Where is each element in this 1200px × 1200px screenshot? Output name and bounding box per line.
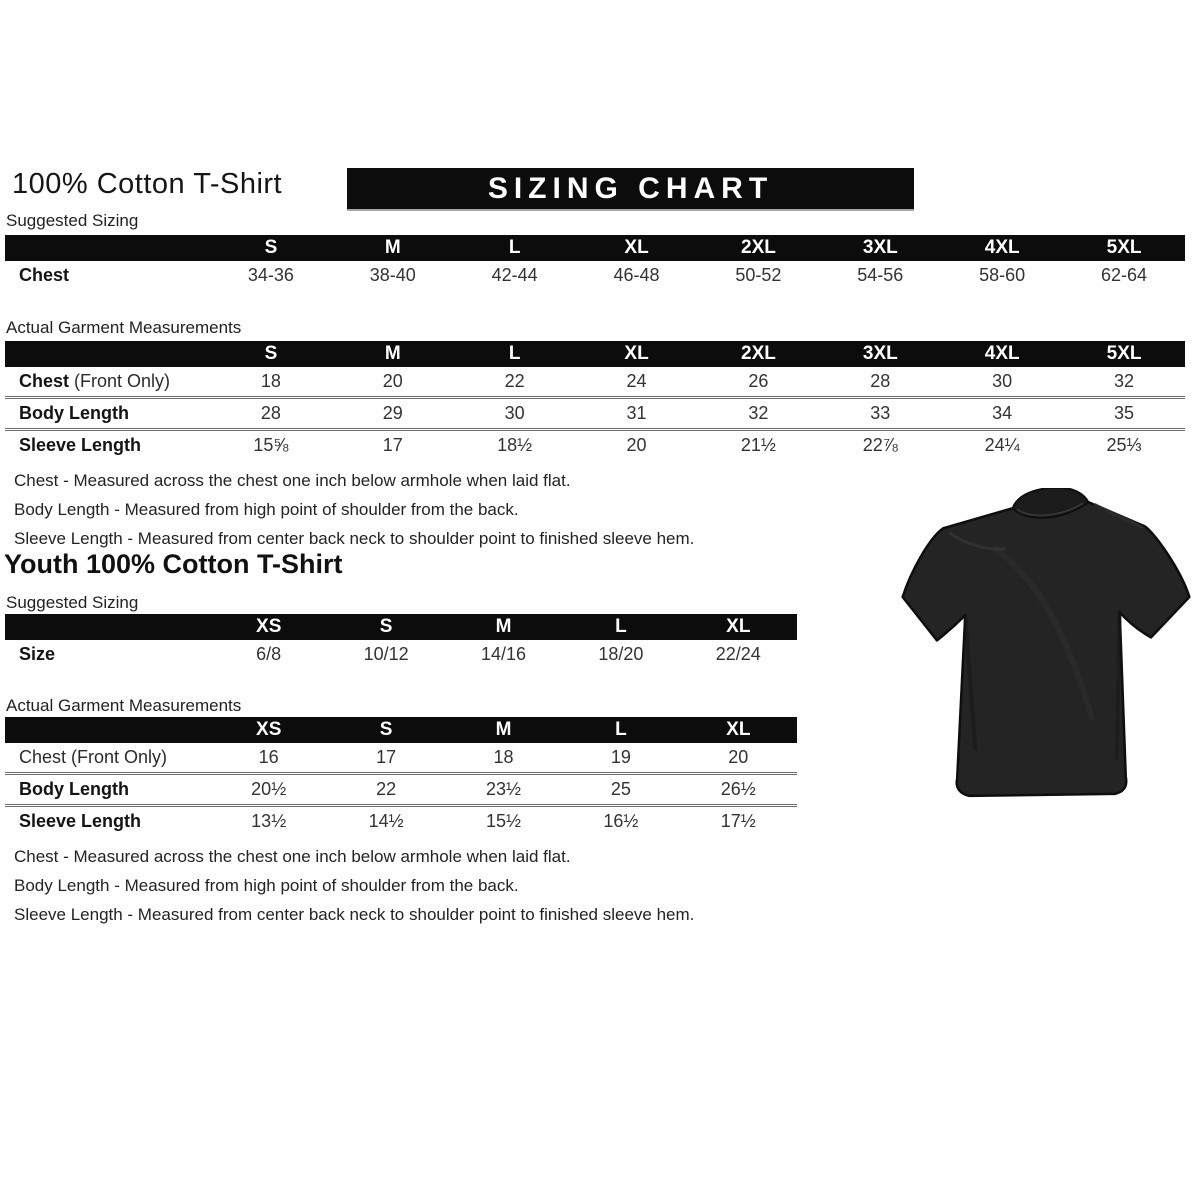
size-column-header: 3XL <box>862 237 898 258</box>
table-row-sleeve-length <box>5 428 1185 460</box>
row-label <box>5 403 210 424</box>
size-value-cell: 16½ <box>603 811 639 831</box>
sizing-chart-banner-text: SIZING CHART <box>487 171 774 205</box>
size-value-cell: 25 <box>610 779 631 799</box>
table-row-sleeve-length <box>5 804 797 836</box>
sizing-chart-banner <box>347 168 914 209</box>
size-value-cell: 62-64 <box>1101 265 1148 285</box>
size-value-cell: 38-40 <box>369 265 416 285</box>
size-value-cell: 17 <box>376 747 397 767</box>
size-column-header: M <box>495 719 512 740</box>
size-value-cell: 6/8 <box>256 644 282 664</box>
size-value-cell: 30 <box>504 403 525 423</box>
size-value-cell: 28 <box>870 371 891 391</box>
measurement-note: Sleeve Length - Measured from center back neck to shoulder point to finished sleeve hem. <box>14 529 695 548</box>
size-value-cell: 28 <box>260 403 281 423</box>
size-value-cell: 25⅓ <box>1106 435 1142 455</box>
row-label-bold: Chest <box>19 265 70 285</box>
size-value-cell: 42-44 <box>491 265 538 285</box>
size-column-header: 5XL <box>1106 237 1142 258</box>
size-value-cell: 22 <box>376 779 397 799</box>
size-value-cell: 50-52 <box>735 265 782 285</box>
row-label <box>5 644 210 665</box>
youth-section-title: Youth 100% Cotton T-Shirt <box>4 549 343 579</box>
youth-actual-table <box>5 717 797 836</box>
size-value-cell: 26½ <box>720 779 756 799</box>
size-column-header: L <box>615 616 627 637</box>
row-label-suffix: Chest (Front Only) <box>19 747 168 767</box>
tshirt-image <box>893 488 1199 806</box>
row-label <box>5 779 210 800</box>
size-column-header: M <box>495 616 512 637</box>
size-value-cell: 46-48 <box>613 265 660 285</box>
size-value-cell: 16 <box>258 747 279 767</box>
size-value-cell: 26 <box>748 371 769 391</box>
size-value-cell: 22/24 <box>715 644 761 664</box>
row-label-suffix: (Front Only) <box>69 371 171 391</box>
table-row-chest-front-only <box>5 367 1185 396</box>
measurement-note: Chest - Measured across the chest one inch below armhole when laid flat. <box>14 471 571 490</box>
row-label <box>5 747 210 768</box>
row-label-bold: Chest <box>19 371 70 391</box>
row-label-bold: Sleeve Length <box>19 811 142 831</box>
size-column-header: L <box>615 719 627 740</box>
table-row-chest-front-only <box>5 743 797 772</box>
size-column-header: XL <box>624 343 649 364</box>
measurement-note: Chest - Measured across the chest one inch below armhole when laid flat. <box>14 847 571 866</box>
size-value-cell: 54-56 <box>857 265 904 285</box>
size-value-cell: 22⅞ <box>862 435 898 455</box>
size-value-cell: 18 <box>493 747 514 767</box>
adult-actual-table <box>5 341 1185 460</box>
size-value-cell: 20½ <box>251 779 287 799</box>
size-value-cell: 32 <box>1114 371 1135 391</box>
size-column-header: L <box>508 343 521 364</box>
size-value-cell: 23½ <box>485 779 522 799</box>
size-value-cell: 35 <box>1114 403 1135 423</box>
row-label-bold: Sleeve Length <box>19 435 142 455</box>
size-column-header: M <box>384 237 401 258</box>
youth-suggested-header-row <box>5 614 797 640</box>
size-value-cell: 14/16 <box>480 644 527 664</box>
size-value-cell: 17 <box>382 435 403 455</box>
size-column-header: XL <box>624 237 649 258</box>
size-value-cell: 10/12 <box>363 644 409 664</box>
size-value-cell: 58-60 <box>979 265 1026 285</box>
size-value-cell: 19 <box>610 747 631 767</box>
page-title: 100% Cotton T-Shirt <box>12 168 283 200</box>
size-column-header: M <box>384 343 401 364</box>
size-value-cell: 17½ <box>720 811 756 831</box>
youth-measurement-notes <box>14 842 694 929</box>
measurement-note: Body Length - Measured from high point of shoulder from the back. <box>14 876 519 895</box>
size-column-header: S <box>264 343 278 364</box>
size-column-header: S <box>379 719 393 740</box>
size-value-cell: 21½ <box>740 435 776 455</box>
row-label <box>5 811 210 832</box>
size-value-cell: 30 <box>992 371 1013 391</box>
size-value-cell: 13½ <box>251 811 287 831</box>
size-value-cell: 15½ <box>485 811 522 831</box>
size-value-cell: 34 <box>992 403 1013 423</box>
youth-actual-measurements-label: Actual Garment Measurements <box>6 696 242 715</box>
adult-suggested-header-row <box>5 235 1185 261</box>
youth-actual-header-row <box>5 717 797 743</box>
size-column-header: 4XL <box>984 343 1020 364</box>
size-column-header: 4XL <box>984 237 1020 258</box>
size-column-header: XL <box>726 719 751 740</box>
size-column-header: L <box>508 237 521 258</box>
size-value-cell: 31 <box>626 403 647 423</box>
adult-suggested-sizing-label: Suggested Sizing <box>6 211 139 230</box>
size-column-header: 3XL <box>862 343 898 364</box>
size-column-header: XS <box>256 616 282 637</box>
size-value-cell: 20 <box>728 747 749 767</box>
row-label-bold: Size <box>19 644 56 664</box>
table-row-chest <box>5 261 1185 290</box>
table-row-body-length <box>5 772 797 804</box>
row-label <box>5 435 210 456</box>
size-column-header: XL <box>726 616 751 637</box>
size-value-cell: 22 <box>504 371 525 391</box>
size-value-cell: 14½ <box>368 811 404 831</box>
size-column-header: XS <box>256 719 282 740</box>
size-value-cell: 24 <box>626 371 647 391</box>
row-label <box>5 265 210 286</box>
measurement-note: Sleeve Length - Measured from center back neck to shoulder point to finished sleeve hem. <box>14 905 695 924</box>
row-label-bold: Body Length <box>19 403 129 423</box>
adult-actual-header-row <box>5 341 1185 367</box>
size-value-cell: 29 <box>382 403 403 423</box>
size-value-cell: 34-36 <box>247 265 294 285</box>
measurement-note: Body Length - Measured from high point of shoulder from the back. <box>14 500 519 519</box>
table-row-body-length <box>5 396 1185 428</box>
row-label-bold: Body Length <box>19 779 129 799</box>
size-value-cell: 18/20 <box>598 644 644 664</box>
size-value-cell: 18½ <box>497 435 533 455</box>
size-value-cell: 15⅝ <box>253 435 289 455</box>
size-column-header: S <box>264 237 278 258</box>
size-value-cell: 18 <box>260 371 281 391</box>
size-value-cell: 20 <box>626 435 647 455</box>
size-column-header: 2XL <box>741 343 776 364</box>
size-column-header: S <box>379 616 393 637</box>
size-column-header: 5XL <box>1106 343 1142 364</box>
adult-measurement-notes <box>14 466 694 553</box>
youth-suggested-table <box>5 614 797 669</box>
adult-actual-measurements-label: Actual Garment Measurements <box>6 318 242 337</box>
row-label <box>5 371 210 392</box>
size-column-header: 2XL <box>741 237 776 258</box>
adult-suggested-table <box>5 235 1185 290</box>
youth-suggested-sizing-label: Suggested Sizing <box>6 593 139 612</box>
size-value-cell: 20 <box>382 371 403 391</box>
size-value-cell: 24¼ <box>984 435 1020 455</box>
tshirt-body-shape <box>903 502 1190 796</box>
size-value-cell: 32 <box>748 403 769 423</box>
size-value-cell: 33 <box>870 403 891 423</box>
table-row-size <box>5 640 797 669</box>
